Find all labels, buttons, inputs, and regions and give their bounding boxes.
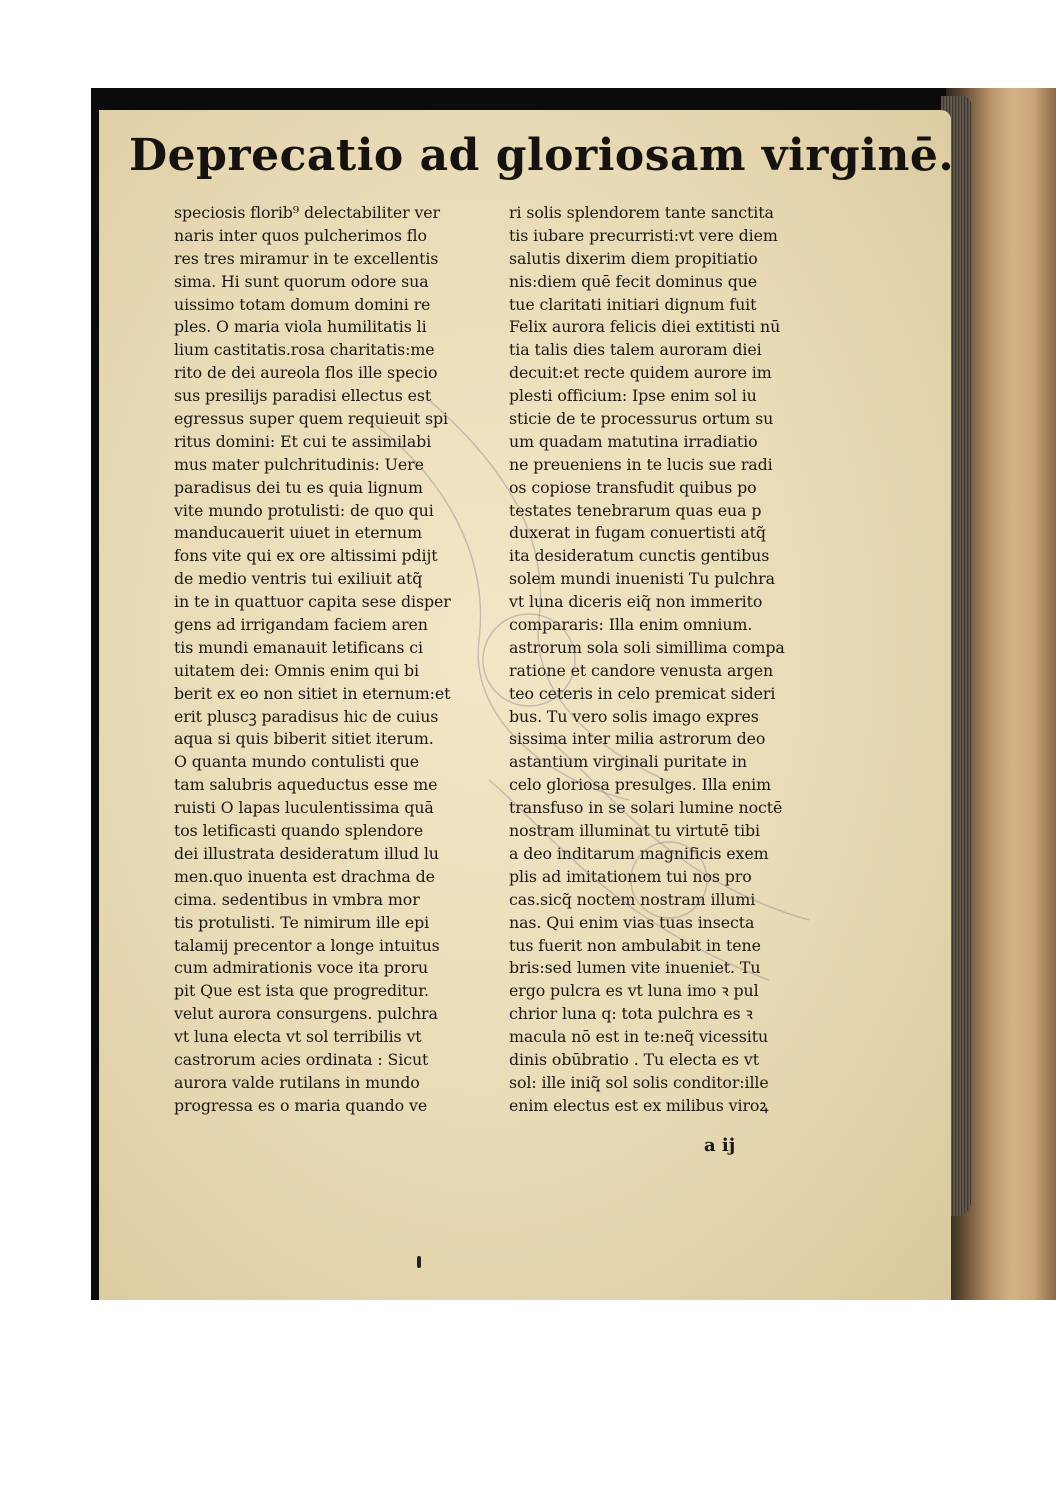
left-text-column [174,202,499,1118]
text-line: astantium virginali puritate in [509,752,747,772]
text-line: ita desideratum cunctis gentibus [509,546,770,566]
text-line: plesti officium: Ipse enim sol iu [509,386,757,406]
text-line: men.quo inuenta est drachma de [174,866,435,886]
text-line: astrorum sola soli simillima compa [509,637,785,657]
text-line: progressa es o maria quando ve [174,1095,428,1115]
text-line: um quadam matutina irradiatio [509,431,758,451]
page-heading: Deprecatio ad gloriosam virginē. [129,130,955,181]
text-line: bris:sed lumen vite inueniet. Tu [509,958,761,978]
text-line: sus presilijs paradisi ellectus est [174,386,432,406]
text-line: mus mater pulchritudinis: Uere [174,454,424,474]
text-line: decuit:et recte quidem aurore im [509,363,772,383]
text-line: cima. sedentibus in vmbra mor [174,889,420,909]
text-line: talamij precentor a longe intuitus [174,935,440,955]
bottom-ink-mark [417,1256,421,1268]
text-line: ruisti O lapas luculentissima quā [174,798,434,818]
text-line: macula nō est in te:neq̃ vicessitu [509,1027,769,1047]
book-page [99,110,955,1300]
text-line: rito de dei aureola flos ille specio [174,363,438,383]
text-line: aqua si quis biberit sitiet iterum. [174,729,434,749]
text-line: duxerat in fugam conuertisti atq̃ [509,523,766,543]
text-line: vt luna diceris eiq̃ non immerito [509,592,763,612]
text-line: sol: ille iniq̃ sol solis conditor:ille [509,1072,769,1092]
text-line: solem mundi inuenisti Tu pulchra [509,569,775,589]
scanned-book-photo [91,88,971,1300]
text-line: dinis obūbratio . Tu electa es vt [509,1049,759,1069]
text-line: vite mundo protulisti: de quo qui [174,500,434,520]
text-line: sima. Hi sunt quorum odore sua [174,271,429,291]
text-line: egressus super quem requieuit spi [174,409,448,429]
text-line: tam salubris aqueductus esse me [174,775,438,795]
text-line: tis iubare precurristi:vt vere diem [509,225,778,245]
text-line: a deo inditarum magnificis exem [509,843,769,863]
text-line: ritus domini: Et cui te assimilabi [174,431,432,451]
text-line: compararis: Illa enim omnium. [509,615,753,635]
text-line: nis:diem quē fecit dominus que [509,271,758,291]
text-line: pit Que est ista que progreditur. [174,981,429,1001]
text-line: gens ad irrigandam faciem aren [174,615,428,635]
text-line: Felix aurora felicis diei extitisti nū [509,317,781,337]
text-line: tue claritati initiari dignum fuit [509,294,757,314]
text-line: tia talis dies talem auroram diei [509,340,762,360]
text-line: ergo pulcra es vt luna imo ꝛ pul [509,981,759,1001]
text-line: plis ad imitationem tui nos pro [509,866,752,886]
text-line: tus fuerit non ambulabit in tene [509,935,761,955]
text-line: ri solis splendorem tante sanctita [509,203,774,222]
text-line: ples. O maria viola humilitatis li [174,317,427,337]
text-line: sticie de te processurus ortum su [509,409,774,429]
text-line: nostram illuminat tu virtutē tibi [509,821,761,841]
text-line: os copiose transfudit quibus po [509,477,757,497]
text-line: transfuso in se solari lumine noctē [509,798,783,818]
text-line: teo ceteris in celo premicat sideri [509,683,776,703]
text-line: sissima inter milia astrorum deo [509,729,766,749]
text-line: tis mundi emanauit letificans ci [174,637,423,657]
text-line: salutis dixerim diem propitiatio [509,248,758,268]
signature-mark: a ij [704,1135,736,1156]
text-line: manducauerit uiuet in eternum [174,523,423,543]
text-line: in te in quattuor capita sese disper [174,592,451,612]
text-line: aurora valde rutilans in mundo [174,1072,420,1092]
right-text-column [509,202,844,1118]
text-line: erit pluscꝫ paradisus hic de cuius [174,706,439,726]
text-line: paradisus dei tu es quia lignum [174,477,423,497]
text-line: cas.sicq̃ noctem nostram illumi [509,889,756,909]
text-line: de medio ventris tui exiliuit atq̃ [174,569,423,589]
text-line: tos letificasti quando splendore [174,821,424,841]
text-line: testates tenebrarum quas eua p [509,500,762,520]
text-line: vt luna electa vt sol terribilis vt [174,1027,422,1047]
text-line: tis protulisti. Te nimirum ille epi [174,912,430,932]
text-line: uitatem dei: Omnis enim qui bi [174,660,419,680]
text-line: uissimo totam domum domini re [174,294,431,314]
text-line: speciosis florib⁹ delectabiliter ver [174,203,440,222]
text-line: res tres miramur in te excellentis [174,248,439,268]
text-line: enim electus est ex milibus viroꝝ [509,1095,769,1115]
text-line: bus. Tu vero solis imago expres [509,706,759,726]
text-line: cum admirationis voce ita proru [174,958,429,978]
text-line: castrorum acies ordinata : Sicut [174,1049,429,1069]
text-line: O quanta mundo contulisti que [174,752,420,772]
text-line: fons vite qui ex ore altissimi pdijt [174,546,438,566]
text-line: berit ex eo non sitiet in eternum:et [174,683,451,703]
text-line: velut aurora consurgens. pulchra [174,1004,438,1024]
text-line: nas. Qui enim vias tuas insecta [509,912,755,932]
text-line: ne preueniens in te lucis sue radi [509,454,773,474]
text-line: lium castitatis.rosa charitatis:me [174,340,435,360]
text-line: naris inter quos pulcherimos flo [174,225,427,245]
text-line: ratione et candore venusta argen [509,660,774,680]
text-line: dei illustrata desideratum illud lu [174,843,439,863]
text-line: celo gloriosa presulges. Illa enim [509,775,772,795]
text-line: chrior luna q: tota pulchra es ꝛ [509,1004,753,1024]
